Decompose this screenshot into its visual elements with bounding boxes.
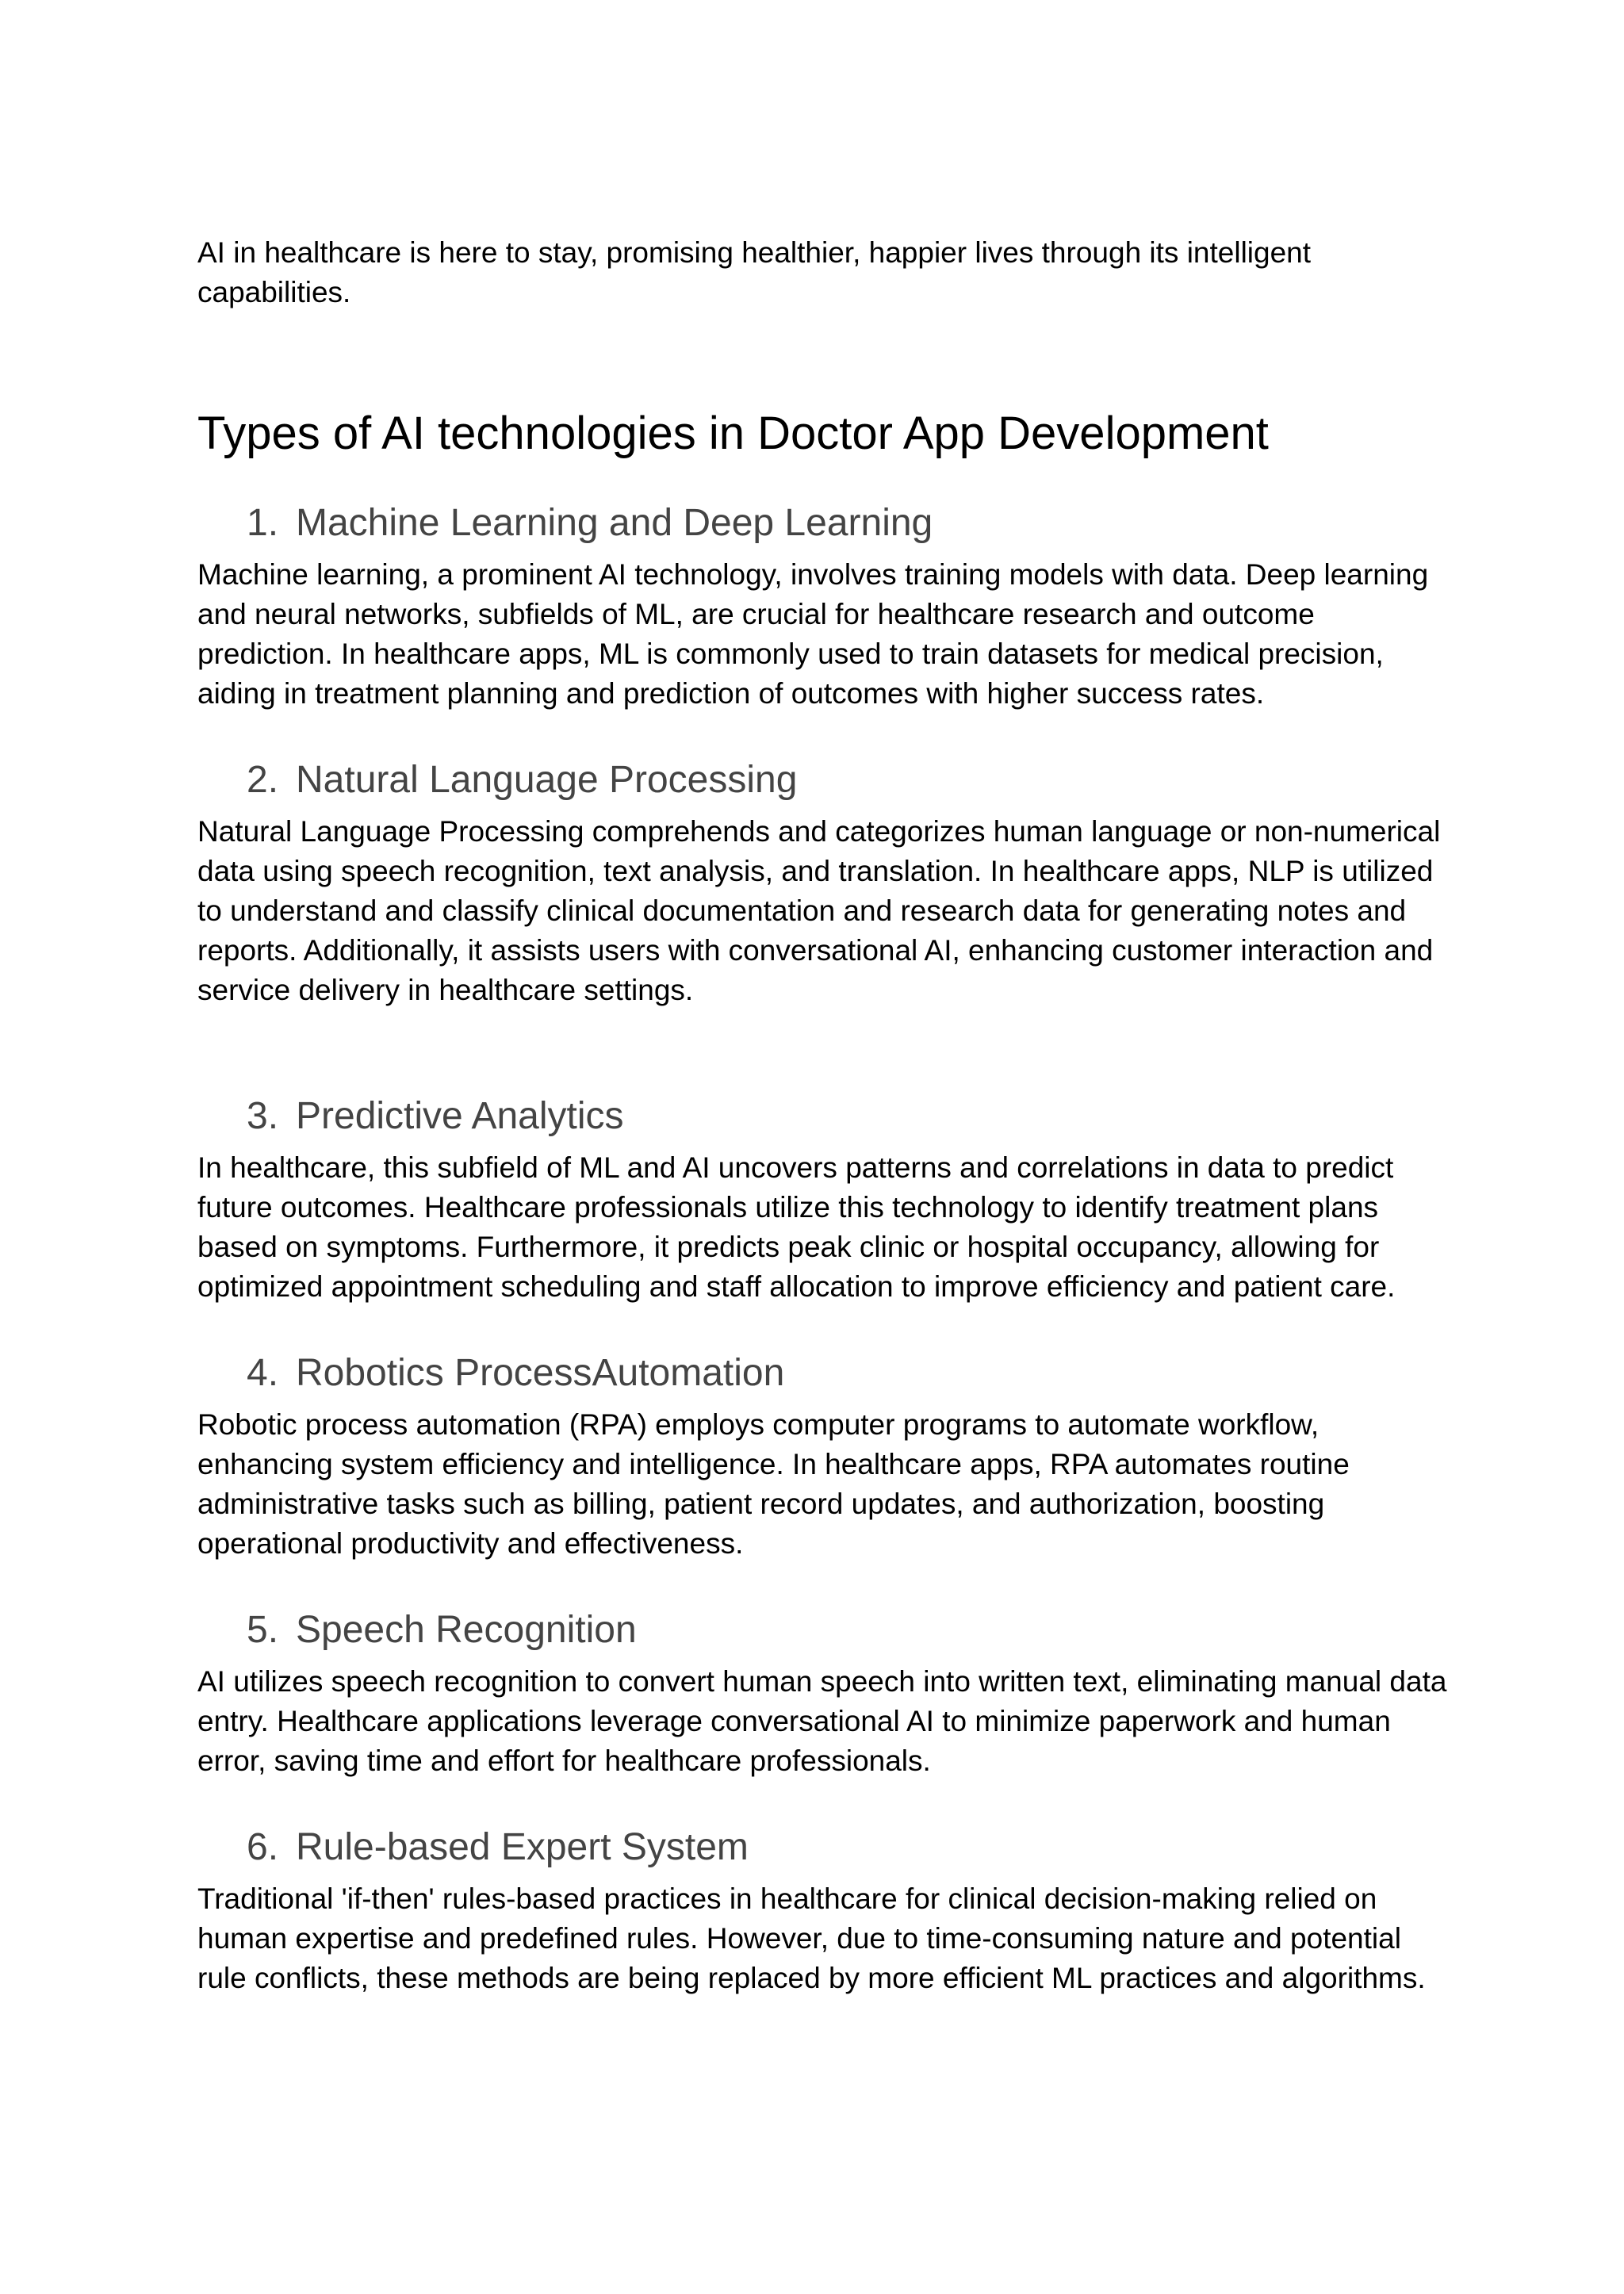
intro-paragraph: AI in healthcare is here to stay, promising healthier, happier lives through its intelligent capabilities. [197, 236, 1312, 308]
section-number: 1. [247, 502, 279, 544]
section-heading [247, 1350, 1450, 1397]
section-body: Traditional 'if-then' rules-based practices in healthcare for clinical decision-making relied on human expertise and predefined rules. However, due to time-consuming nature and potential rule conflicts, these methods are being replaced by more efficient ML practices and algorithms. [197, 1882, 1426, 1994]
section-title: Types of AI technologies in Doctor App Development [197, 408, 1269, 459]
section-item [197, 500, 1450, 714]
section-body: AI utilizes speech recognition to convert human speech into written text, eliminating manual data entry. Healthcare applications leverage conversational AI to minimize paperwork and human error, saving time and effort for healthcare professionals. [197, 1665, 1447, 1777]
section-item [197, 1093, 1450, 1307]
section-body: Machine learning, a prominent AI technology, involves training models with data. Deep learning and neural networks, subfields of ML, are crucial for healthcare research and outcome prediction. In healthcare apps, ML is commonly used to train datasets for medical precision, aiding in treatment planning and prediction of outcomes with higher success rates. [197, 558, 1429, 710]
section-heading [247, 1607, 1450, 1654]
section-item [197, 1607, 1450, 1781]
section-heading-text: Speech Recognition [296, 1609, 637, 1651]
section-number: 4. [247, 1352, 279, 1394]
section-heading [247, 500, 1450, 547]
section-body: In healthcare, this subfield of ML and AI uncovers patterns and correlations in data to predict future outcomes. Healthcare professionals utilize this technology to identify treatment plans based on symptoms. Furthermore, it predicts peak clinic or hospital occupancy, allowing for optimized appointment scheduling and staff allocation to improve efficiency and patient care. [197, 1151, 1396, 1303]
section-heading [247, 1093, 1450, 1140]
document-content [197, 233, 1450, 2041]
section-heading-text: Rule-based Expert System [296, 1826, 749, 1868]
section-item [197, 1350, 1450, 1564]
section-body: Robotic process automation (RPA) employs computer programs to automate workflow, enhancing system efficiency and intelligence. In healthcare apps, RPA automates routine administrative tasks such as billing, patient record updates, and authorization, boosting operational productivity and effectiveness. [197, 1408, 1350, 1560]
section-item [197, 1824, 1450, 1998]
section-heading [247, 1824, 1450, 1871]
section-heading-text: Robotics ProcessAutomation [296, 1352, 785, 1394]
section-number: 5. [247, 1609, 279, 1651]
section-number: 6. [247, 1826, 279, 1868]
section-number: 2. [247, 759, 279, 801]
section-body: Natural Language Processing comprehends and categorizes human language or non-numerical data using speech recognition, text analysis, and translation. In healthcare apps, NLP is utilized to understand and classify clinical documentation and research data for generating notes and reports. Additionally, it assists users with conversational AI, enhancing customer interaction and service delivery in healthcare settings. [197, 815, 1441, 1006]
section-heading-text: Machine Learning and Deep Learning [296, 502, 933, 544]
section-heading-text: Predictive Analytics [296, 1095, 624, 1137]
section-heading [247, 756, 1450, 804]
section-heading-text: Natural Language Processing [296, 759, 798, 801]
section-item [197, 756, 1450, 1010]
section-number: 3. [247, 1095, 279, 1137]
